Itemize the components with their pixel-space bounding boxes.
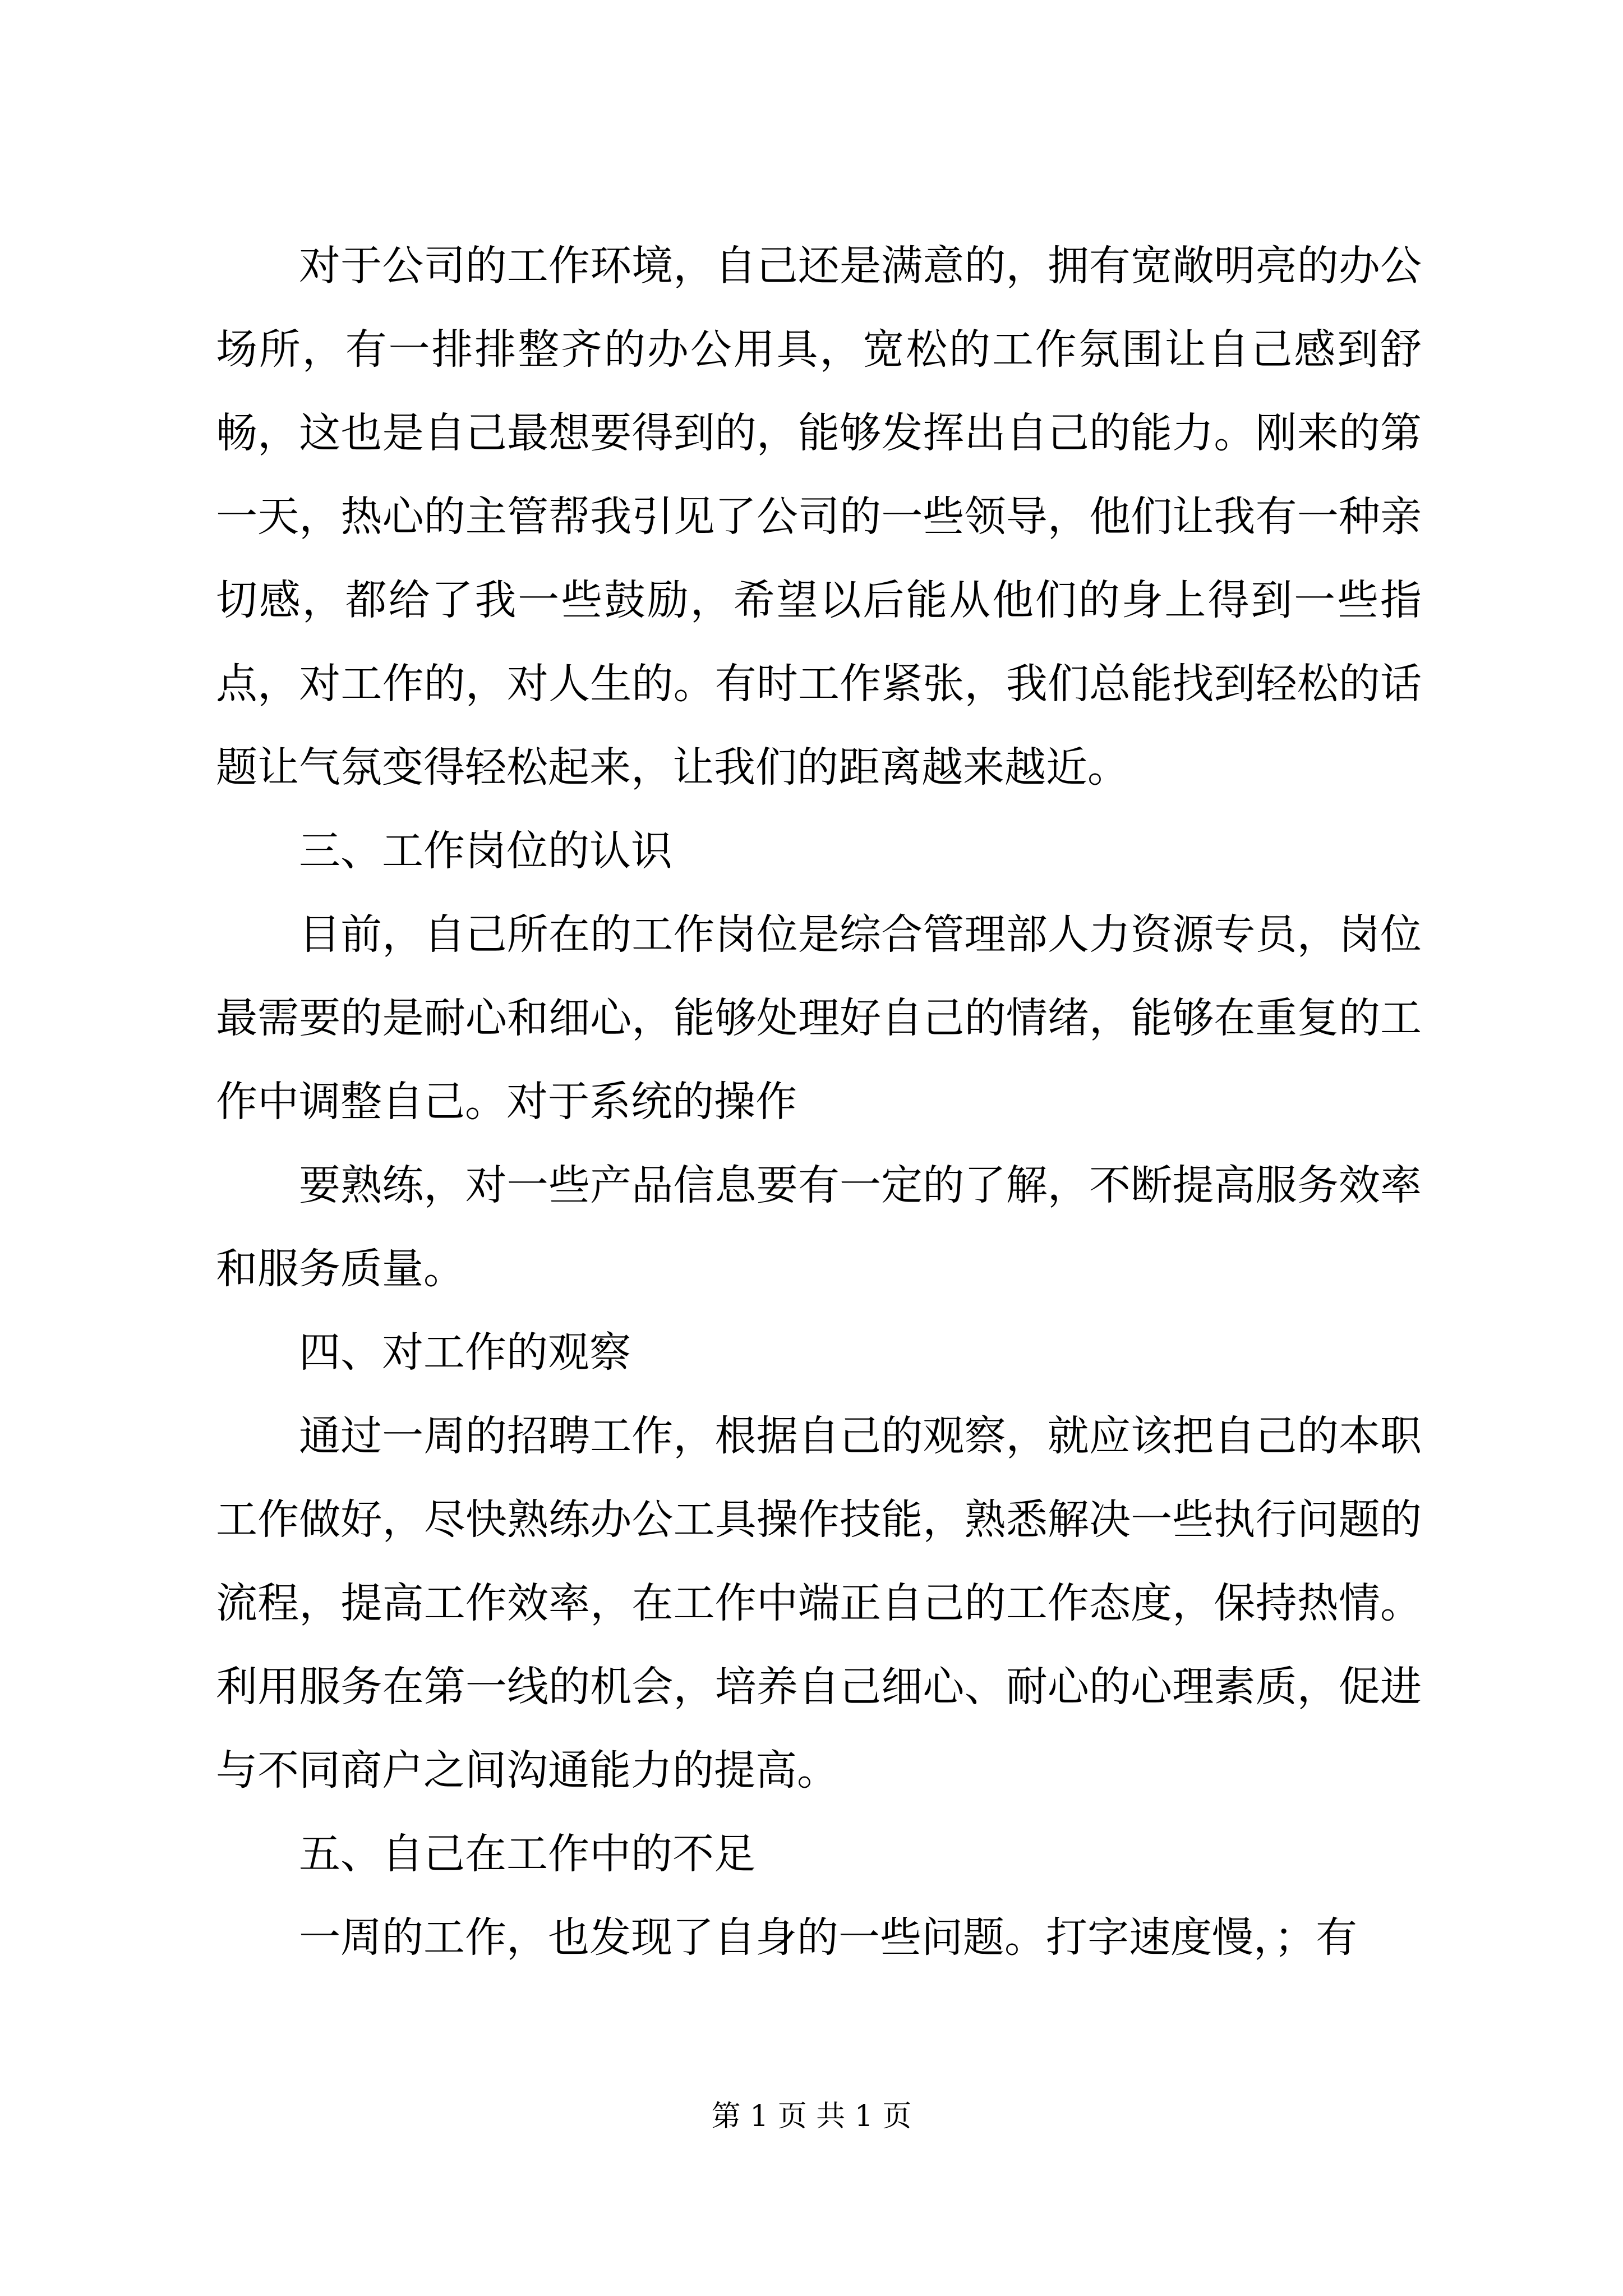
heading-section-4: 四、对工作的观察 [299, 1328, 631, 1377]
heading-section-5: 五、自己在工作中的不足 [299, 1830, 755, 1878]
paragraph-work-environment: 对于公司的工作环境，自己还是满意的，拥有宽敞明亮的办公场所，有一排排整齐的办公用具，宽松的工作氛围让自己感到舒畅，这也是自己最想要得到的，能够发挥出自己的能力。刚来的第一天，热心的主管帮我引见了公司的一些领导，他们让我有一种亲切感，都给了我一些鼓励，希望以后能从他们的身上得到一些指点，对工作的，对人生的。有时工作紧张，我们总能找到轻松的话题让气氛变得轻松起来，让我们的距离越来越近。 [216, 242, 1422, 792]
paragraph-shortcomings: 一周的工作，也发现了自身的一些问题。打字速度慢，；有 [299, 1913, 1357, 1962]
document-body [216, 224, 1422, 1980]
paragraph-position-description: 目前，自己所在的工作岗位是综合管理部人力资源专员，岗位最需要的是耐心和细心，能够处理好自己的情绪，能够在重复的工作中调整自己。对于系统的操作 [216, 910, 1422, 1126]
heading-section-3: 三、工作岗位的认识 [299, 827, 672, 875]
paragraph-position-requirements: 要熟练，对一些产品信息要有一定的了解，不断提高服务效率和服务质量。 [216, 1161, 1422, 1293]
paragraph-work-observation: 通过一周的招聘工作，根据自己的观察，就应该把自己的本职工作做好，尽快熟练办公工具操作技能，熟悉解决一些执行问题的流程，提高工作效率，在工作中端正自己的工作态度，保持热情。利用服务在第一线的机会，培养自己细心、耐心的心理素质，促进与不同商户之间沟通能力的提高。 [216, 1412, 1422, 1795]
page-footer: 第 1 页 共 1 页 [711, 2100, 912, 2133]
